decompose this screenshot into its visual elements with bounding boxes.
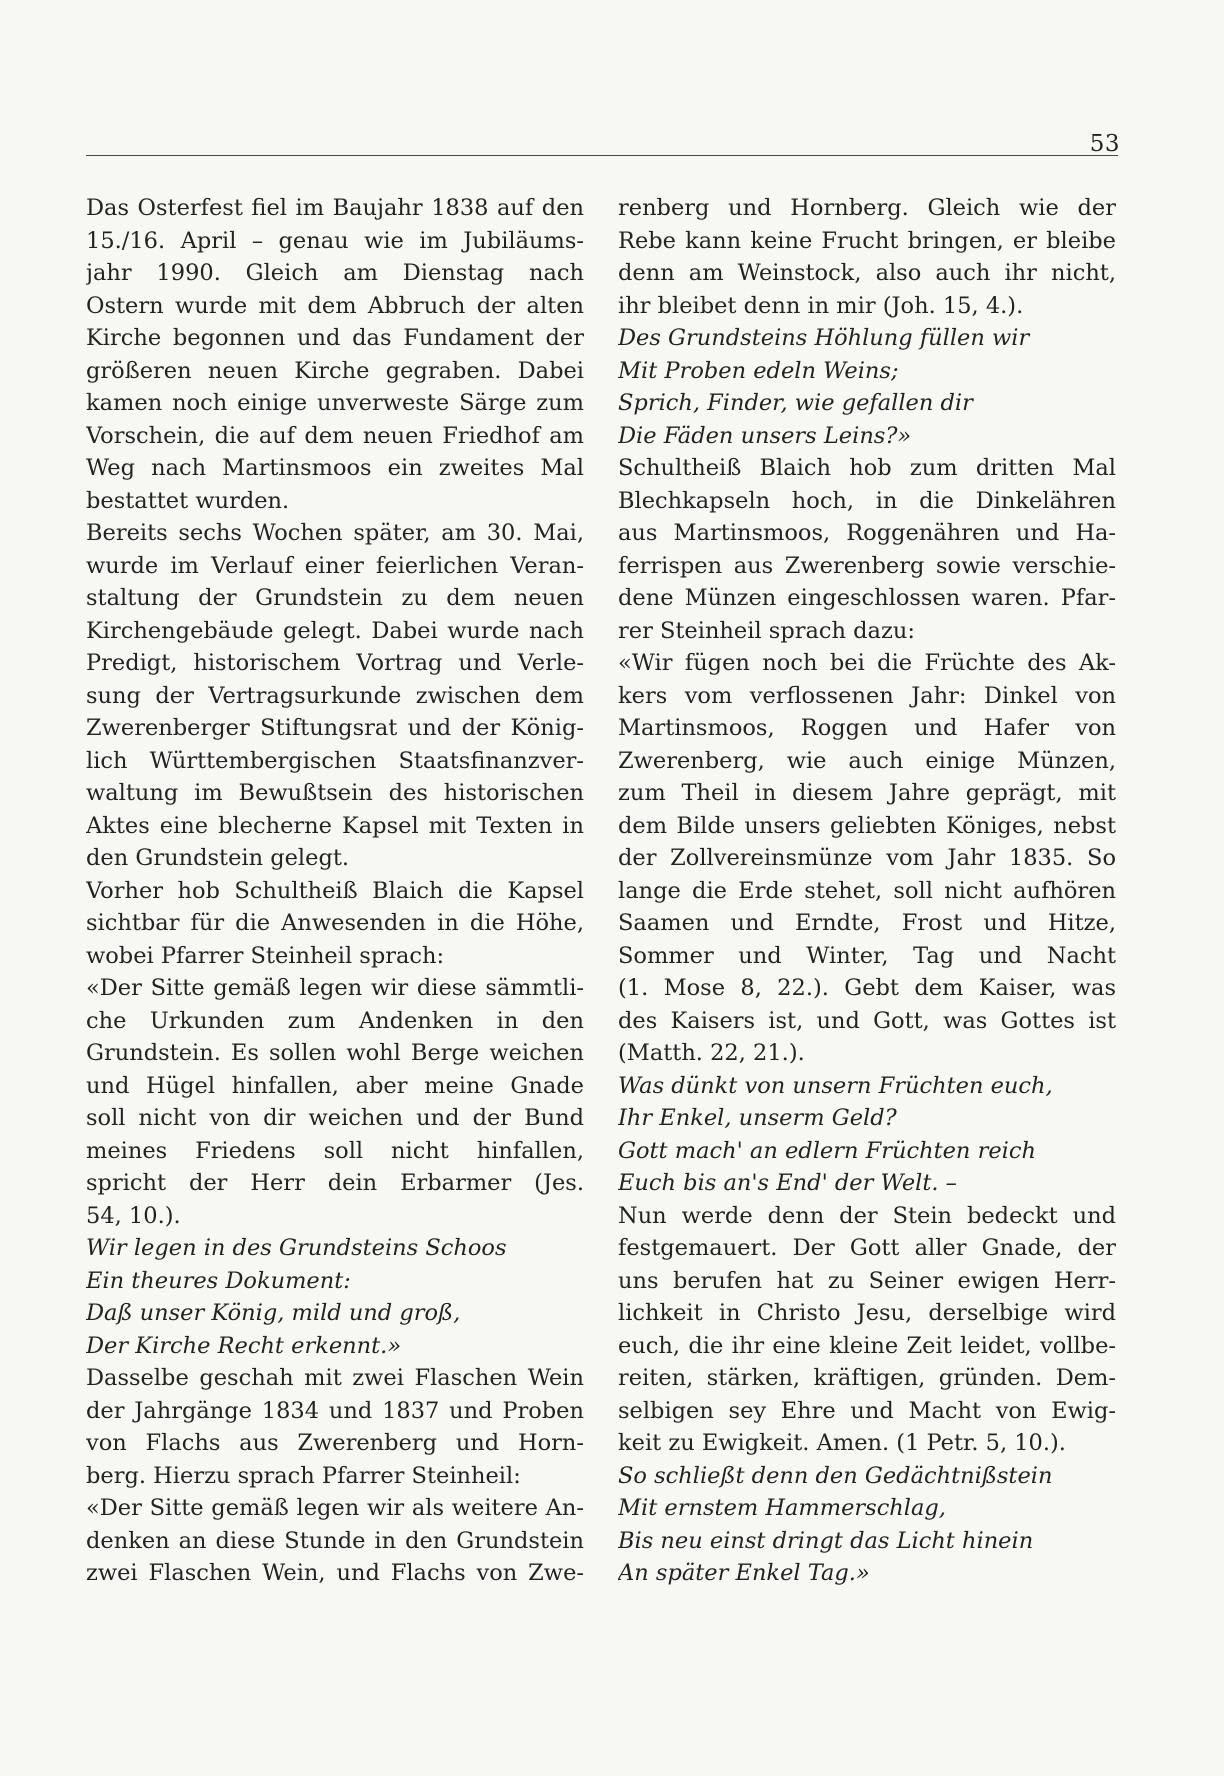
text-line: größeren neuen Kirche gegraben. Dabei: [86, 357, 584, 384]
text-line: von Flachs aus Zwerenberg und Horn-: [86, 1430, 584, 1456]
verse-line: Ihr Enkel, unserm Geld?: [618, 1105, 897, 1131]
text-line: zum Theil in diesem Jahre geprägt, mit: [618, 780, 1116, 806]
text-line: staltung der Grundstein zu dem neuen: [86, 585, 584, 611]
text-line: spricht der Herr dein Erbarmer (Jes.: [86, 1170, 584, 1196]
text-line: lichkeit in Christo Jesu, derselbige wird: [618, 1300, 1116, 1326]
text-line: waltung im Bewußtsein des historischen: [86, 780, 584, 806]
text-line: Vorher hob Schultheiß Blaich die Kapsel: [86, 877, 584, 904]
text-line: Nun werde denn der Stein bedeckt und: [618, 1202, 1116, 1229]
text-line: dene Münzen eingeschlossen waren. Pfar-: [618, 585, 1116, 611]
right-text-column: [618, 192, 1116, 1590]
text-line: euch, die ihr eine kleine Zeit leidet, vollbe-: [618, 1332, 1116, 1359]
text-line: lange die Erde stehet, soll nicht aufhören: [618, 877, 1116, 904]
text-line: wurde im Verlauf einer feierlichen Veran-: [86, 552, 584, 579]
text-line: Vorschein, die auf dem neuen Friedhof am: [86, 422, 584, 449]
left-text-column: [86, 192, 584, 1590]
verse-line: Euch bis an's End' der Welt. –: [618, 1170, 957, 1196]
text-line: denn am Weinstock, also auch ihr nicht,: [618, 260, 1116, 286]
text-line: dem Bilde unsers geliebten Königes, nebst: [618, 812, 1116, 839]
text-line: soll nicht von dir weichen und der Bund: [86, 1105, 584, 1131]
text-line: Blechkapseln hoch, in die Dinkelähren: [618, 487, 1116, 514]
text-line: Bereits sechs Wochen später, am 30. Mai,: [86, 520, 584, 546]
text-line: des Kaisers ist, und Gott, was Gottes ist: [618, 1007, 1116, 1034]
text-line: renberg und Hornberg. Gleich wie der: [618, 195, 1116, 221]
text-line: 54, 10.).: [86, 1202, 181, 1229]
text-line: Dasselbe geschah mit zwei Flaschen Wein: [86, 1365, 584, 1391]
text-line: (1. Mose 8, 22.). Gebt dem Kaiser, was: [618, 975, 1116, 1001]
text-line: (Matth. 22, 21.).: [618, 1040, 805, 1066]
verse-line: Mit ernstem Hammerschlag,: [618, 1495, 946, 1521]
text-line: selbigen sey Ehre und Macht von Ewig-: [618, 1397, 1116, 1424]
verse-line: An später Enkel Tag.»: [618, 1560, 870, 1586]
text-line: Ostern wurde mit dem Abbruch der alten: [86, 292, 584, 319]
text-line: Martinsmoos, Roggen und Hafer von: [618, 715, 1116, 741]
verse-line: Daß unser König, mild und groß,: [86, 1300, 461, 1326]
verse-line: Bis neu einst dringt das Licht hinein: [618, 1527, 1034, 1554]
verse-line: Mit Proben edeln Weins;: [618, 357, 899, 384]
text-line: meines Friedens soll nicht hinfallen,: [86, 1137, 584, 1164]
text-line: che Urkunden zum Andenken in den: [86, 1007, 584, 1034]
text-line: lich Württembergischen Staatsfinanzver-: [86, 747, 584, 774]
text-line: Schultheiß Blaich hob zum dritten Mal: [618, 455, 1116, 481]
text-line: Zwerenberger Stiftungsrat und der König-: [86, 715, 584, 741]
text-line: Predigt, historischem Vortrag und Verle-: [86, 650, 584, 676]
text-line: Weg nach Martinsmoos ein zweites Mal: [86, 455, 584, 481]
text-line: den Grundstein gelegt.: [86, 845, 350, 871]
text-line: und Hügel hinfallen, aber meine Gnade: [86, 1072, 584, 1099]
text-line: «Der Sitte gemäß legen wir diese sämmtli-: [86, 975, 584, 1001]
text-line: kers vom verflossenen Jahr: Dinkel von: [618, 682, 1116, 709]
text-line: Sommer und Winter, Tag und Nacht: [618, 942, 1116, 969]
verse-line: Was dünkt von unsern Früchten euch,: [618, 1072, 1053, 1099]
text-line: Kirchengebäude gelegt. Dabei wurde nach: [86, 617, 584, 644]
text-line: Kirche begonnen und das Fundament der: [86, 325, 584, 351]
text-line: Rebe kann keine Frucht bringen, er bleibe: [618, 227, 1116, 254]
text-line: rer Steinheil sprach dazu:: [618, 617, 915, 644]
text-line: «Wir fügen noch bei die Früchte des Ak-: [618, 650, 1116, 676]
header-rule: [86, 155, 1118, 156]
text-line: denken an diese Stunde in den Grundstein: [86, 1527, 584, 1554]
text-line: reiten, stärken, kräftigen, gründen. Dem-: [618, 1365, 1116, 1391]
text-line: zwei Flaschen Wein, und Flachs von Zwe-: [86, 1560, 584, 1586]
verse-line: Sprich, Finder, wie gefallen dir: [618, 390, 973, 416]
verse-line: Der Kirche Recht erkennt.»: [86, 1332, 402, 1359]
text-line: Aktes eine blecherne Kapsel mit Texten in: [86, 812, 584, 839]
text-line: Zwerenberg, wie auch einige Münzen,: [618, 747, 1116, 774]
text-line: 15./16. April – genau wie im Jubiläums-: [86, 227, 584, 254]
verse-line: So schließt denn den Gedächtnißstein: [618, 1462, 1053, 1489]
text-line: aus Martinsmoos, Roggenähren und Ha-: [618, 520, 1116, 546]
text-line: kamen noch einige unverweste Särge zum: [86, 390, 584, 416]
text-line: Grundstein. Es sollen wohl Berge weichen: [86, 1040, 584, 1066]
text-line: ihr bleibet denn in mir (Joh. 15, 4.).: [618, 292, 1024, 319]
text-line: wobei Pfarrer Steinheil sprach:: [86, 942, 445, 969]
text-line: Das Osterfest fiel im Baujahr 1838 auf den: [86, 195, 584, 221]
text-line: «Der Sitte gemäß legen wir als weitere An-: [86, 1495, 584, 1521]
text-line: sung der Vertragsurkunde zwischen dem: [86, 682, 584, 709]
text-line: uns berufen hat zu Seiner ewigen Herr-: [618, 1267, 1116, 1294]
verse-line: Wir legen in des Grundsteins Schoos: [86, 1235, 507, 1261]
text-line: berg. Hierzu sprach Pfarrer Steinheil:: [86, 1462, 521, 1489]
text-line: der Zollvereinsmünze vom Jahr 1835. So: [618, 845, 1116, 871]
page-number: 53: [1089, 131, 1120, 157]
text-line: festgemauert. Der Gott aller Gnade, der: [618, 1235, 1116, 1261]
text-line: keit zu Ewigkeit. Amen. (1 Petr. 5, 10.).: [618, 1430, 1066, 1456]
text-line: sichtbar für die Anwesenden in die Höhe,: [86, 910, 584, 936]
text-line: jahr 1990. Gleich am Dienstag nach: [86, 260, 584, 286]
verse-line: Ein theures Dokument:: [86, 1267, 351, 1294]
verse-line: Die Fäden unsers Leins?»: [618, 422, 912, 449]
text-line: bestattet wurden.: [86, 487, 290, 514]
verse-line: Des Grundsteins Höhlung füllen wir: [618, 325, 1030, 351]
text-line: ferrispen aus Zwerenberg sowie verschie-: [618, 552, 1116, 579]
text-line: Saamen und Erndte, Frost und Hitze,: [618, 910, 1116, 936]
text-line: der Jahrgänge 1834 und 1837 und Proben: [86, 1397, 584, 1424]
verse-line: Gott mach' an edlern Früchten reich: [618, 1137, 1036, 1164]
